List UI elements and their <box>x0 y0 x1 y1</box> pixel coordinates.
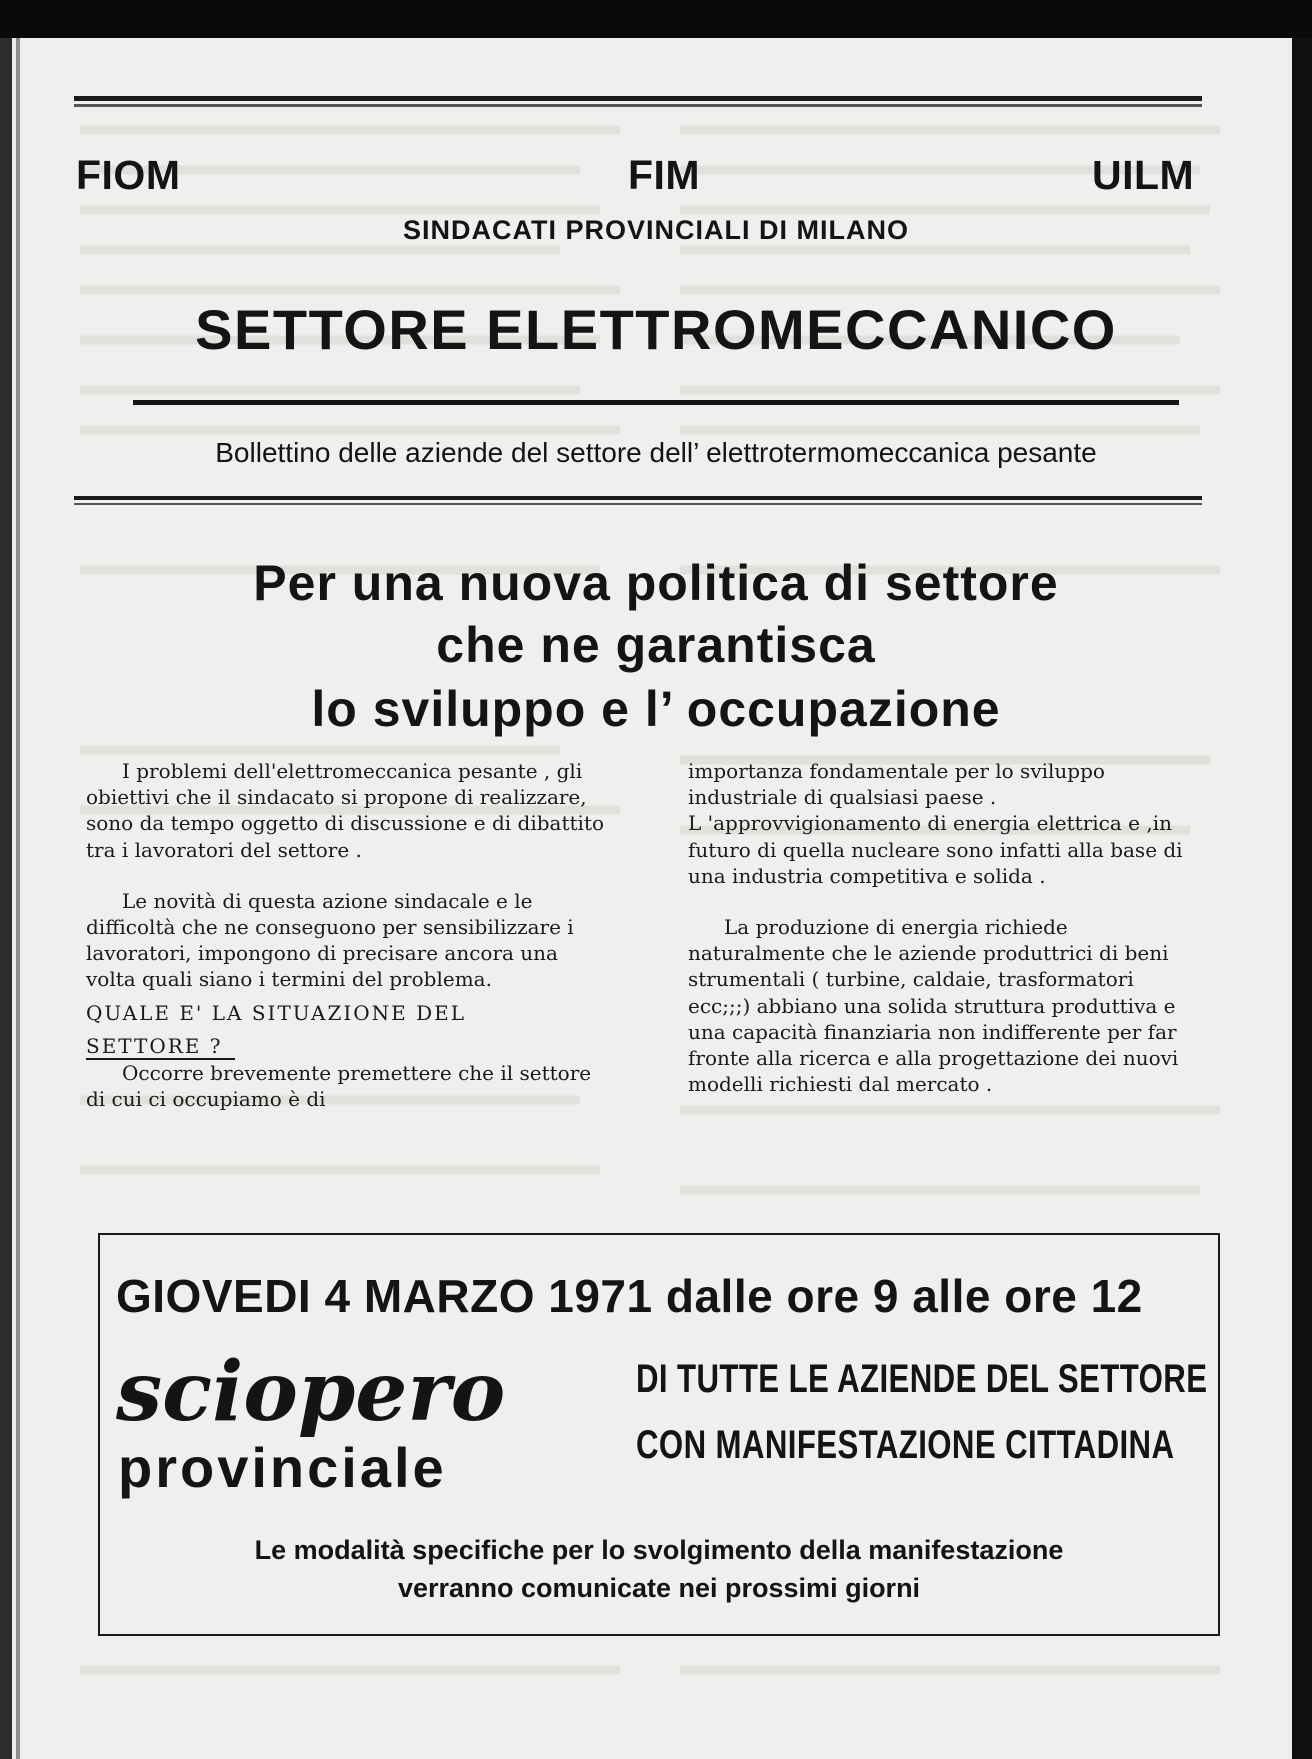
provinciale-word: provinciale <box>118 1436 447 1499</box>
section-heading-line-2: SETTORE ? <box>86 1034 235 1060</box>
union-fiom: FIOM <box>76 152 181 198</box>
section-heading <box>86 1000 608 1060</box>
paragraph-novita: Le novità di questa azione sindacale e le difficoltà che ne conseguono per sensibilizzare i lavoratori, impongono di precisare ancora una volta quali siano i termini del problema. <box>86 888 574 992</box>
sciopero-word: sciopero <box>116 1344 506 1440</box>
headline-line-3: lo sviluppo e l’ occupazione <box>311 681 1001 737</box>
title-underline <box>133 400 1179 405</box>
bollettino-subtitle: Bollettino delle aziende del settore dell’ elettrotermomeccanica pesante <box>215 437 1097 468</box>
strike-note-line-1: Le modalità specifiche per lo svolgimento della manifestazione <box>254 1535 1064 1565</box>
paragraph-importanza: importanza fondamentale per lo sviluppo industriale di qualsiasi paese . <box>688 759 1105 810</box>
paragraph-produzione: La produzione di energia richiede naturalmente che le aziende produttrici di beni strumentali ( turbine, caldaie, trasformatori ecc;;;) abbiano una solida struttura produttiva e una capacità finanziaria non indifferente per far fronte alla ricerca e alla progettazione dei nuovi modelli richiesti dal mercato . <box>688 915 1179 1097</box>
sindacati-subtitle: SINDACATI PROVINCIALI DI MILANO <box>403 215 909 245</box>
header-bottom-rule <box>74 496 1202 500</box>
union-fim: FIM <box>628 152 701 198</box>
settore-title: SETTORE ELETTROMECCANICO <box>195 298 1117 361</box>
article-column-right <box>688 758 1188 1122</box>
headline-line-1: Per una nuova politica di settore <box>253 555 1059 611</box>
strike-date: GIOVEDI 4 MARZO 1971 dalle ore 9 alle ore 12 <box>116 1270 1143 1322</box>
union-uilm: UILM <box>1092 152 1195 198</box>
strike-manifestazione: CON MANIFESTAZIONE CITTADINA <box>636 1423 1175 1467</box>
strike-note-line-2: verranno comunicate nei prossimi giorni <box>397 1573 921 1603</box>
article-column-left <box>86 758 608 1137</box>
strike-announcement-box <box>98 1233 1220 1636</box>
paragraph-occorre: Occorre brevemente premettere che il settore di cui ci occupiamo è di <box>86 1060 592 1112</box>
paragraph-approvvigionamento: L 'approvvigionamento di energia elettrica e ,in futuro di quella nucleare sono infatti alla base di una industria competitiva e solida . <box>688 811 1183 888</box>
header-top-rule <box>74 96 1202 101</box>
headline-line-2: che ne garantisca <box>436 617 876 673</box>
section-heading-line-1: QUALE E' LA SITUAZIONE DEL <box>86 1000 467 1025</box>
strike-scope: DI TUTTE LE AZIENDE DEL SETTORE <box>636 1357 1208 1401</box>
paragraph-problemi: I problemi dell'elettromeccanica pesante , gli obiettivi che il sindacato si propone di realizzare, sono da tempo oggetto di discussione e di dibattito tra i lavoratori del settore . <box>86 759 605 862</box>
header-bottom-rule-thin <box>74 503 1202 505</box>
scan-top-border <box>0 0 1312 38</box>
header-top-rule-thin <box>74 104 1202 107</box>
